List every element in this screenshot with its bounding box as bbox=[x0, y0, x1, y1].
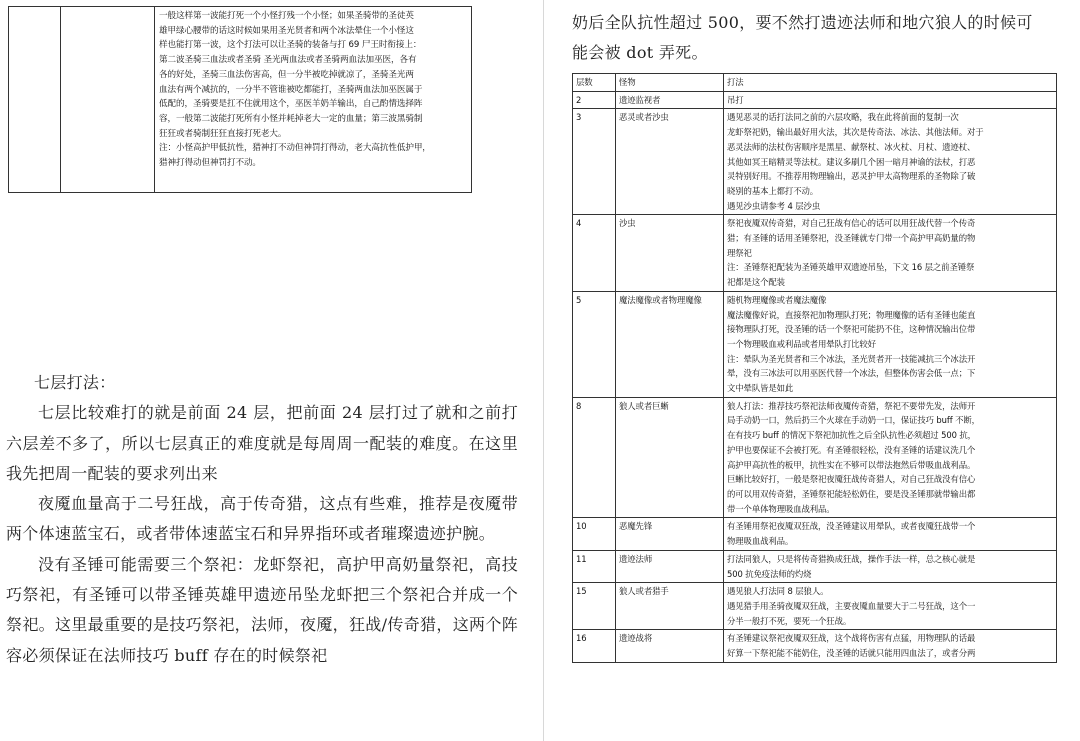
strategy-line: 一个物理吸血戒利品或者用晕队打比较好 bbox=[727, 338, 876, 349]
strategy-cell bbox=[724, 291, 1057, 397]
strategy-cell bbox=[724, 91, 1057, 109]
strategy-line: 巨蜥比较好打，一般是祭祀夜魇狂战传奇猎人，对自己狂战没有信心 bbox=[727, 474, 976, 485]
strategy-line: 带一个单体物理吸血战利品。 bbox=[727, 503, 835, 514]
strategy-line: 500 抗免疫法师的灼烧 bbox=[727, 568, 812, 579]
right-intro-text bbox=[572, 8, 1072, 68]
strategy-line: 龙虾祭祀奶，输出最好用火法，其次是传奇法、冰法、其他法师。对于 bbox=[727, 127, 984, 138]
table-header-row bbox=[573, 74, 1057, 92]
strategy-line: 其他如冥王暗精灵等法杖。建议多刷几个困一暗月神谕的法杖，打恶 bbox=[727, 156, 976, 167]
strategy-line: 护甲也要保证不会被打死。有圣锤很轻松，没有圣锤的话建议洗几个 bbox=[727, 444, 976, 455]
paragraph: 没有圣锤可能需要三个祭祀：龙虾祭祀，高护甲高奶量祭祀，高技巧祭祀，有圣锤可以带圣锤英雄甲遗迹吊坠龙虾把三个祭祀合并成一个祭祀。这里最重要的是技巧祭祀，法师，夜魇，狂战/传奇猎，这两个阵容必须保证在法师技巧 buff 存在的时候祭祀 bbox=[6, 554, 518, 665]
strategy-line: 注：晕队为圣光贤者和三个冰法，圣光贤者开一技能减抗三个冰法开 bbox=[727, 353, 976, 364]
paragraph: 七层比较难打的就是前面 24 层，把前面 24 层打过了就和之前打六层差不多了，所以七层真正的难度就是每周周一配装的难度。在这里我先把周一配装的要求列出来 bbox=[6, 403, 518, 483]
strategy-line: 物理吸血战利品。 bbox=[727, 536, 794, 547]
strategy-line: 有圣锤建议祭祀夜魇双狂战，这个战将伤害有点猛，用物理队的话最 bbox=[727, 633, 976, 644]
strategy-line: 遇见猎手用圣骑夜魇双狂战，主要夜魇血量要大于二号狂战，这个一 bbox=[727, 600, 976, 611]
fragment-line: 猎神打得动但神罚打不动。 bbox=[159, 158, 261, 169]
continued-table-fragment bbox=[8, 6, 472, 193]
header-monster: 怪物 bbox=[616, 74, 724, 92]
left-body-text bbox=[6, 368, 518, 671]
strategy-line: 打法同狼人，只是将传奇猎换成狂战，操作手法一样，总之核心就是 bbox=[727, 553, 976, 564]
intro-line: 奶后全队抗性超过 500，要不然打遗迹法师和地穴狼人的时候可 bbox=[572, 13, 1033, 32]
strategy-line: 随机物理魔像或者魔法魔像 bbox=[727, 294, 827, 305]
strategy-line: 的可以用双传奇猎，圣锤祭祀能轻松奶住，要是没圣锤那就带输出都 bbox=[727, 488, 976, 499]
header-strategy: 打法 bbox=[724, 74, 1057, 92]
monster-name: 遗迹战将 bbox=[616, 630, 724, 662]
monster-name: 狼人或者猎手 bbox=[616, 583, 724, 630]
fragment-line: 狂狂或者骑制狂狂直接打死老大。 bbox=[159, 128, 287, 139]
table-row bbox=[573, 291, 1057, 397]
strategy-line: 晓别的基本上都打不动。 bbox=[727, 185, 819, 196]
strategy-cell bbox=[724, 583, 1057, 630]
strategy-line: 在有技巧 buff 的情况下祭祀加抗性之后全队抗性必须超过 500 抗， bbox=[727, 430, 976, 441]
strategy-line: 祭祀夜魇双传奇猎，对自己狂战有信心的话可以用狂战代替一个传奇 bbox=[727, 218, 976, 229]
section-heading: 七层打法： bbox=[34, 373, 116, 392]
strategy-line: 文中晕队皆是如此 bbox=[727, 383, 794, 394]
fragment-line: 雄甲绿心腰带的话这时候如果用圣光贤者和两个冰法晕住一个小怪这 bbox=[159, 25, 414, 36]
table-row bbox=[573, 397, 1057, 518]
table-row bbox=[573, 630, 1057, 662]
strategy-line: 局手动奶一口，然后扔三个火球在手动奶一口，保证技巧 buff 不断， bbox=[727, 415, 980, 426]
strategy-line: 恶灵法师的法杖伤害顺序是黑星、献祭杖、冰火杖、月杖、遗迹杖、 bbox=[727, 141, 976, 152]
strategy-line: 晕，没有三冰法可以用巫医代替一个冰法，但整体伤害会低一点；下 bbox=[727, 368, 976, 379]
fragment-line: 样也能打第一波，这个打法可以让圣骑的装备与打 69 尸王时衔接上： bbox=[159, 40, 422, 51]
monster-name: 遗迹法师 bbox=[616, 550, 724, 582]
table-row bbox=[573, 91, 1057, 109]
strategy-line: 猎；有圣锤的话用圣锤祭祀，没圣锤就专门带一个高护甲高奶量的物 bbox=[727, 233, 976, 244]
intro-line: 能会被 dot 弄死。 bbox=[572, 43, 708, 62]
fragment-strategy-cell bbox=[155, 7, 472, 193]
floor-number: 4 bbox=[573, 215, 616, 292]
monster-name: 遗迹监视者 bbox=[616, 91, 724, 109]
fragment-line: 容，一般第二波能打死所有小怪并耗掉老大一定的血量；第三波黑骑制 bbox=[159, 113, 423, 124]
strategy-line: 接物理队打死，没圣锤的话一个祭祀可能扔不住，这种情况输出位带 bbox=[727, 324, 976, 335]
strategy-line: 吊打 bbox=[727, 94, 744, 105]
floor-number: 10 bbox=[573, 518, 616, 550]
floor-number: 5 bbox=[573, 291, 616, 397]
fragment-line: 注：小怪高护甲低抗性，猎神打不动但神罚打得动，老大高抗性低护甲， bbox=[159, 143, 431, 154]
table-row bbox=[573, 518, 1057, 550]
fragment-line: 一般这样第一波能打死一个小怪打残一个小怪；如果圣骑带的圣徒英 bbox=[159, 11, 414, 21]
fragment-line: 各的好处，圣骑三血法伤害高，但一分半被吃掉就凉了，圣骑圣光两 bbox=[159, 69, 414, 80]
floor-number: 15 bbox=[573, 583, 616, 630]
strategy-cell bbox=[724, 215, 1057, 292]
fragment-line: 低配的，圣骑要是扛不住就用这个，巫医羊奶羊输出，自己酌情选择阵 bbox=[159, 99, 423, 110]
monster-name: 沙虫 bbox=[616, 215, 724, 292]
monster-name: 狼人或者巨蜥 bbox=[616, 397, 724, 518]
strategy-cell bbox=[724, 630, 1057, 662]
fragment-floor-cell bbox=[9, 7, 61, 193]
strategy-line: 好算一下祭祀能不能奶住，没圣锤的话就只能用四血法了，或者分两 bbox=[727, 648, 976, 659]
strategy-line: 祀都是这个配装 bbox=[727, 277, 785, 288]
paragraph: 夜魇血量高于二号狂战，高于传奇猎，这点有些难，推荐是夜魇带两个体速蓝宝石，或者带体速蓝宝石和异界指环或者璀璨遗迹护腕。 bbox=[6, 494, 518, 544]
strategy-line: 遇见恶灵的话打法同之前的六层攻略，我在此将前面的复制一次 bbox=[727, 112, 959, 123]
strategy-cell bbox=[724, 518, 1057, 550]
strategy-line: 魔法魔像好说，直接祭祀加物理队打死；物理魔像的话有圣锤也能直 bbox=[727, 309, 976, 320]
fragment-line: 血法有两个减抗的，一分半不管谁被吃都能打，圣骑两血法加巫医属于 bbox=[159, 84, 423, 95]
table-row bbox=[573, 215, 1057, 292]
floor-number: 16 bbox=[573, 630, 616, 662]
strategy-line: 遇见狼人打法同 8 层狼人。 bbox=[727, 586, 829, 597]
fragment-line: 第二波圣骑三血法或者圣骑 圣光两血法或者圣骑两血法加巫医，各有 bbox=[159, 55, 417, 66]
strategy-line: 理祭祀 bbox=[727, 247, 752, 258]
table-row bbox=[573, 583, 1057, 630]
strategy-cell bbox=[724, 397, 1057, 518]
monster-name: 恶魔先锋 bbox=[616, 518, 724, 550]
strategy-cell bbox=[724, 550, 1057, 582]
strategy-line: 有圣锤用祭祀夜魇双狂战，没圣锤建议用晕队，或者夜魇狂战带一个 bbox=[727, 521, 976, 532]
monster-name: 魔法魔像或者物理魔像 bbox=[616, 291, 724, 397]
floor-strategy-table bbox=[572, 73, 1057, 663]
monster-name: 恶灵或者沙虫 bbox=[616, 109, 724, 215]
floor-number: 3 bbox=[573, 109, 616, 215]
fragment-strategy-text bbox=[159, 9, 468, 171]
table-row bbox=[573, 109, 1057, 215]
fragment-monster-cell bbox=[61, 7, 155, 193]
strategy-line: 注：圣锤祭祀配装为圣锤英雄甲双遗迹吊坠，下文 16 层之前圣锤祭 bbox=[727, 262, 975, 273]
floor-number: 8 bbox=[573, 397, 616, 518]
strategy-line: 灵特别好用。不推荐用物理输出，恶灵护甲太高物理系的圣物除了破 bbox=[727, 171, 976, 182]
strategy-line: 狼人打法：推荐技巧祭祀法师夜魇传奇猎，祭祀不要带先发，法师开 bbox=[727, 400, 976, 411]
header-floor: 层数 bbox=[573, 74, 616, 92]
strategy-line: 分半一般打不死，要死一个狂战。 bbox=[727, 615, 852, 626]
strategy-line: 高护甲高抗性的板甲，抗性实在不够可以带法抱然后带吸血战利品。 bbox=[727, 459, 976, 470]
floor-number: 2 bbox=[573, 91, 616, 109]
strategy-cell bbox=[724, 109, 1057, 215]
strategy-line: 遇见沙虫请参考 4 层沙虫 bbox=[727, 200, 821, 211]
floor-number: 11 bbox=[573, 550, 616, 582]
right-page bbox=[544, 0, 1080, 741]
table-row bbox=[573, 550, 1057, 582]
